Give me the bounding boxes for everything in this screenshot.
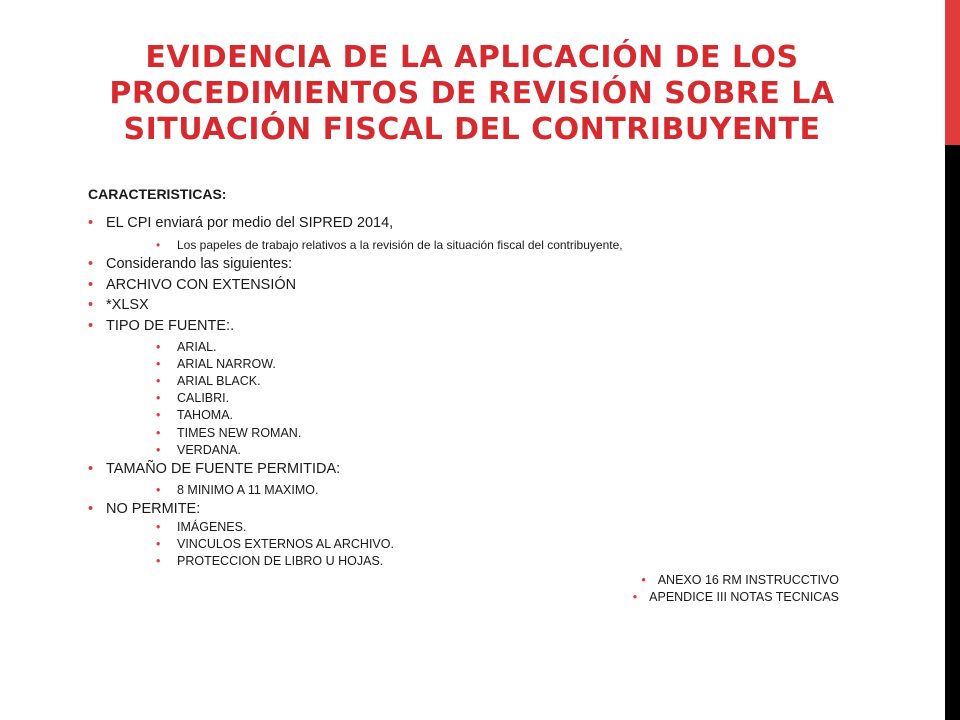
bullet-icon: •	[88, 215, 94, 231]
list-item	[88, 501, 200, 517]
list-item	[156, 357, 276, 371]
bullet-icon: •	[156, 426, 161, 440]
list-item	[88, 461, 340, 477]
list-item	[633, 590, 839, 604]
list-item-text: Los papeles de trabajo relativos a la revisión de la situación fiscal del contribuyente,	[177, 238, 623, 252]
list-item-text: PROTECCION DE LIBRO U HOJAS.	[177, 554, 384, 568]
list-item-text: VINCULOS EXTERNOS AL ARCHIVO.	[177, 537, 394, 551]
bullet-icon: •	[632, 590, 638, 604]
list-item	[156, 340, 217, 354]
title-line-1: EVIDENCIA DE LA APLICACIÓN DE LOS	[145, 40, 799, 75]
bullet-icon: •	[156, 238, 161, 252]
bullet-icon: •	[88, 461, 94, 477]
bullet-icon: •	[88, 318, 94, 334]
list-item-text: ARIAL.	[177, 340, 217, 354]
list-item	[156, 483, 318, 497]
list-item	[88, 215, 393, 231]
list-item-text: CALIBRI.	[177, 391, 230, 405]
bullet-icon: •	[156, 483, 161, 497]
list-item-text: ARCHIVO CON EXTENSIÓN	[106, 277, 297, 293]
list-item	[641, 573, 839, 587]
list-item	[88, 277, 296, 293]
bullet-icon: •	[156, 554, 161, 568]
list-item	[156, 426, 301, 440]
list-item-text: *XLSX	[106, 297, 149, 313]
list-item-text: Considerando las siguientes:	[106, 256, 293, 272]
title-line-2: PROCEDIMIENTOS DE REVISIÓN SOBRE LA	[109, 76, 835, 111]
bullet-icon: •	[156, 537, 161, 551]
list-item-text: ARIAL NARROW.	[177, 357, 276, 371]
list-item-text: APENDICE III NOTAS TECNICAS	[649, 590, 839, 604]
list-item-text: TAMAÑO DE FUENTE PERMITIDA:	[106, 461, 341, 477]
list-item	[156, 443, 241, 457]
list-item	[156, 374, 261, 388]
list-item-text: IMÁGENES.	[177, 520, 247, 534]
list-item	[156, 238, 623, 252]
list-item	[156, 520, 246, 534]
list-item-text: ANEXO 16 RM INSTRUCCTIVO	[657, 573, 839, 587]
list-item	[156, 408, 233, 422]
list-item-text: TAHOMA.	[177, 408, 234, 422]
list-item	[156, 537, 394, 551]
accent-bar-black	[945, 145, 960, 720]
section-label: CARACTERISTICAS:	[88, 186, 227, 202]
bullet-icon: •	[156, 374, 161, 388]
list-item	[88, 318, 234, 334]
list-item-text: 8 MINIMO A 11 MAXIMO.	[177, 483, 319, 497]
bullet-icon: •	[88, 256, 94, 272]
list-item	[156, 391, 229, 405]
bullet-icon: •	[156, 520, 161, 534]
bullet-icon: •	[88, 277, 94, 293]
list-item-text: TIPO DE FUENTE:.	[106, 318, 235, 334]
bullet-icon: •	[156, 408, 161, 422]
list-item-text: VERDANA.	[177, 443, 241, 457]
list-item-text: NO PERMITE:	[106, 501, 201, 517]
list-item	[88, 297, 149, 313]
bullet-icon: •	[156, 391, 161, 405]
bullet-icon: •	[156, 357, 161, 371]
bullet-icon: •	[88, 297, 94, 313]
bullet-icon: •	[156, 340, 161, 354]
bullet-icon: •	[88, 501, 94, 517]
accent-bar-red	[945, 0, 960, 145]
list-item	[88, 256, 292, 272]
slide-title	[60, 40, 884, 148]
title-line-3: SITUACIÓN FISCAL DEL CONTRIBUYENTE	[123, 112, 821, 147]
list-item-text: EL CPI enviará por medio del SIPRED 2014,	[106, 215, 394, 231]
bullet-icon: •	[156, 443, 161, 457]
bullet-icon: •	[641, 573, 646, 587]
list-item-text: TIMES NEW ROMAN.	[177, 426, 302, 440]
list-item-text: ARIAL BLACK.	[177, 374, 261, 388]
list-item	[156, 554, 383, 568]
